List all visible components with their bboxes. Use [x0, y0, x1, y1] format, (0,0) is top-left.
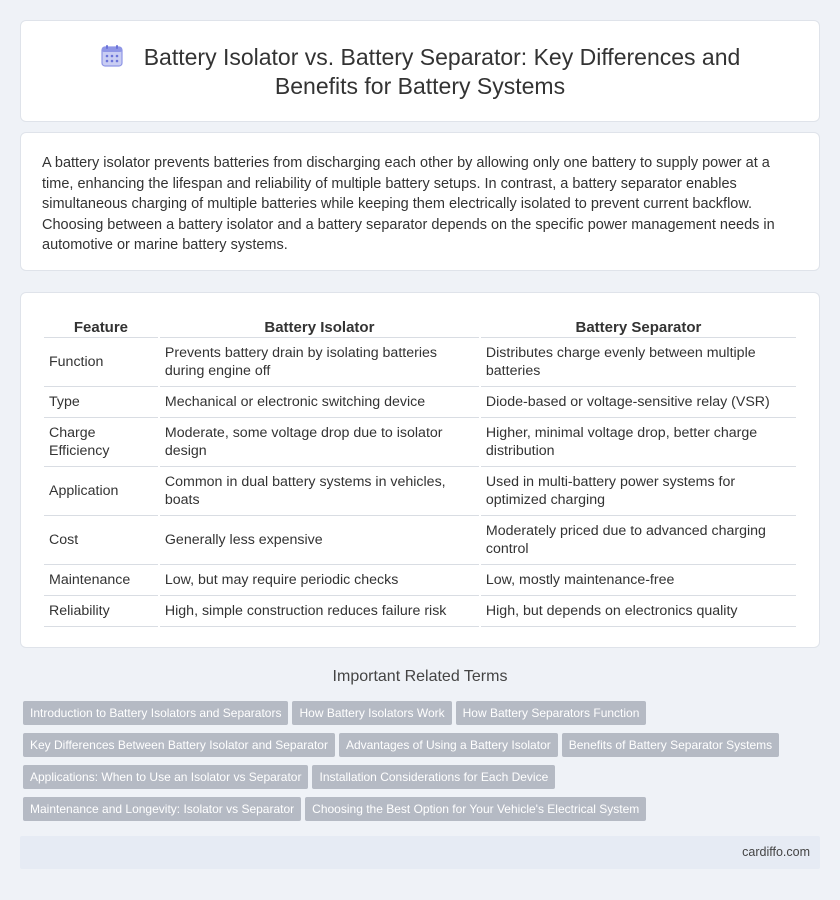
table-row	[44, 418, 796, 467]
table-row	[44, 387, 796, 418]
separator-cell: Moderately priced due to advanced charging control	[481, 516, 796, 565]
isolator-cell: Low, but may require periodic checks	[160, 565, 479, 596]
separator-cell: Distributes charge evenly between multiple batteries	[481, 338, 796, 387]
header-feature: Feature	[44, 312, 158, 338]
isolator-cell: Mechanical or electronic switching device	[160, 387, 479, 418]
feature-cell: Function	[44, 338, 158, 387]
tag-row	[23, 765, 823, 797]
separator-cell: Used in multi-battery power systems for optimized charging	[481, 467, 796, 516]
page-title	[21, 43, 819, 101]
table-row	[44, 467, 796, 516]
feature-cell: Reliability	[44, 596, 158, 627]
table-row	[44, 596, 796, 627]
table-row	[44, 338, 796, 387]
calendar-icon	[100, 44, 124, 68]
tag-row	[23, 733, 823, 765]
isolator-cell: Prevents battery drain by isolating batteries during engine off	[160, 338, 479, 387]
tag-row	[23, 797, 823, 829]
comparison-table-card	[20, 292, 820, 648]
table-row	[44, 565, 796, 596]
isolator-cell: High, simple construction reduces failure risk	[160, 596, 479, 627]
related-term-tag[interactable]: Choosing the Best Option for Your Vehicle's Electrical System	[305, 797, 646, 821]
related-term-tag[interactable]: Key Differences Between Battery Isolator and Separator	[23, 733, 335, 757]
related-terms-heading: Important Related Terms	[332, 668, 508, 685]
related-term-tag[interactable]: Applications: When to Use an Isolator vs Separator	[23, 765, 308, 789]
title-wrap	[21, 43, 819, 101]
table-row	[44, 516, 796, 565]
footer-site-link[interactable]: cardiffo.com	[742, 845, 810, 859]
related-term-tag[interactable]: Installation Considerations for Each Device	[312, 765, 555, 789]
page-title-text: Battery Isolator vs. Battery Separator: Key Differences and Benefits for Battery Systems	[143, 44, 741, 99]
separator-cell: High, but depends on electronics quality	[481, 596, 796, 627]
tag-row	[23, 701, 823, 733]
separator-cell: Diode-based or voltage-sensitive relay (VSR)	[481, 387, 796, 418]
related-term-tag[interactable]: How Battery Isolators Work	[292, 701, 451, 725]
intro-paragraph: A battery isolator prevents batteries from discharging each other by allowing only one battery to supply power at a time, enhancing the lifespan and reliability of multiple battery setups. In contrast, a battery separator enables simultaneous charging of multiple batteries while keeping them electrically isolated to prevent current backflow. Choosing between a battery isolator and a battery separator depends on the specific power management needs in automotive or marine battery systems.	[42, 155, 775, 253]
related-term-tag[interactable]: Advantages of Using a Battery Isolator	[339, 733, 558, 757]
title-card	[20, 20, 820, 122]
separator-cell: Low, mostly maintenance-free	[481, 565, 796, 596]
feature-cell: Charge Efficiency	[44, 418, 158, 467]
related-terms-list	[23, 701, 823, 829]
isolator-cell: Generally less expensive	[160, 516, 479, 565]
isolator-cell: Moderate, some voltage drop due to isolator design	[160, 418, 479, 467]
feature-cell: Type	[44, 387, 158, 418]
table-header-row	[44, 312, 796, 338]
separator-cell: Higher, minimal voltage drop, better charge distribution	[481, 418, 796, 467]
related-term-tag[interactable]: How Battery Separators Function	[456, 701, 647, 725]
feature-cell: Cost	[44, 516, 158, 565]
intro-card	[20, 132, 820, 271]
isolator-cell: Common in dual battery systems in vehicles, boats	[160, 467, 479, 516]
footer	[20, 836, 820, 869]
header-battery-separator: Battery Separator	[481, 312, 796, 338]
header-battery-isolator: Battery Isolator	[160, 312, 479, 338]
feature-cell: Maintenance	[44, 565, 158, 596]
related-term-tag[interactable]: Benefits of Battery Separator Systems	[562, 733, 779, 757]
related-term-tag[interactable]: Maintenance and Longevity: Isolator vs Separator	[23, 797, 301, 821]
comparison-table	[42, 312, 798, 627]
related-term-tag[interactable]: Introduction to Battery Isolators and Separators	[23, 701, 288, 725]
feature-cell: Application	[44, 467, 158, 516]
